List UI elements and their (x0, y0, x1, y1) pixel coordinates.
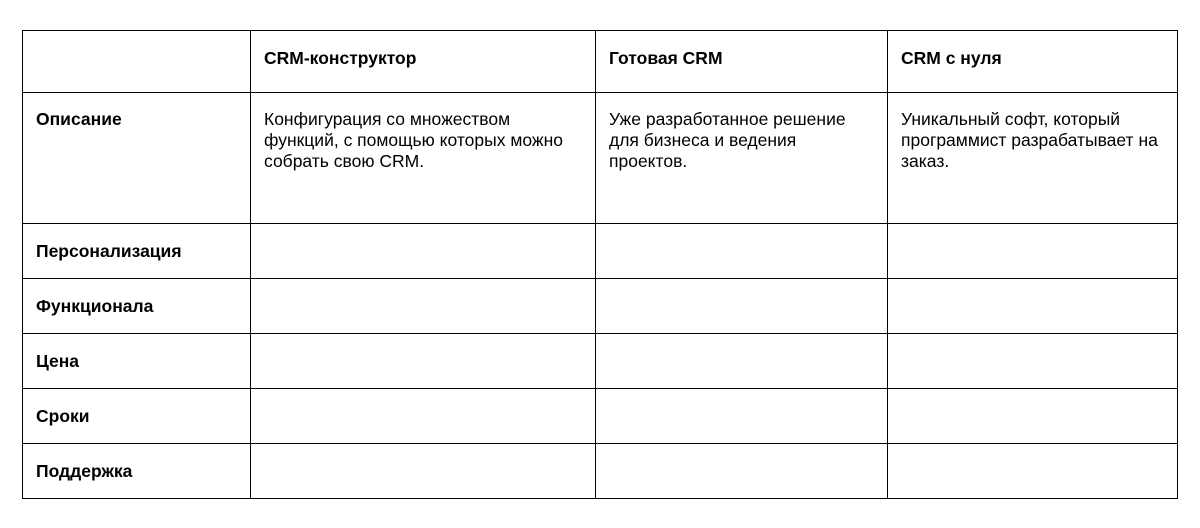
table-cell (888, 334, 1178, 389)
table-cell (251, 279, 596, 334)
description-cell-ready: Уже разработанное решение для бизнеса и ведения проектов. (596, 93, 888, 224)
row-label-deadlines: Сроки (23, 389, 251, 444)
row-label-functionality: Функционала (23, 279, 251, 334)
table-cell (251, 444, 596, 499)
table-row-deadlines (23, 389, 1178, 444)
crm-comparison-table (22, 30, 1178, 499)
description-row (23, 93, 1178, 224)
table-cell (596, 444, 888, 499)
table-row-support (23, 444, 1178, 499)
table-cell (251, 389, 596, 444)
table-cell (596, 279, 888, 334)
header-crm-constructor: CRM-конструктор (251, 31, 596, 93)
header-row (23, 31, 1178, 93)
table-row-price (23, 334, 1178, 389)
row-label-price: Цена (23, 334, 251, 389)
header-corner-cell (23, 31, 251, 93)
table-cell (888, 279, 1178, 334)
table-cell (251, 224, 596, 279)
table-row-functionality (23, 279, 1178, 334)
table-cell (888, 389, 1178, 444)
table-cell (888, 224, 1178, 279)
header-crm-from-scratch: CRM с нуля (888, 31, 1178, 93)
description-cell-constructor: Конфигурация со множеством функций, с помощью которых можно собрать свою CRM. (251, 93, 596, 224)
description-cell-scratch: Уникальный софт, который программист разрабатывает на заказ. (888, 93, 1178, 224)
table-cell (251, 334, 596, 389)
row-label-description: Описание (23, 93, 251, 224)
table-cell (596, 224, 888, 279)
row-label-personalization: Персонализация (23, 224, 251, 279)
table-cell (596, 389, 888, 444)
row-label-support: Поддержка (23, 444, 251, 499)
table-row-personalization (23, 224, 1178, 279)
table-cell (596, 334, 888, 389)
table-cell (888, 444, 1178, 499)
header-ready-crm: Готовая CRM (596, 31, 888, 93)
